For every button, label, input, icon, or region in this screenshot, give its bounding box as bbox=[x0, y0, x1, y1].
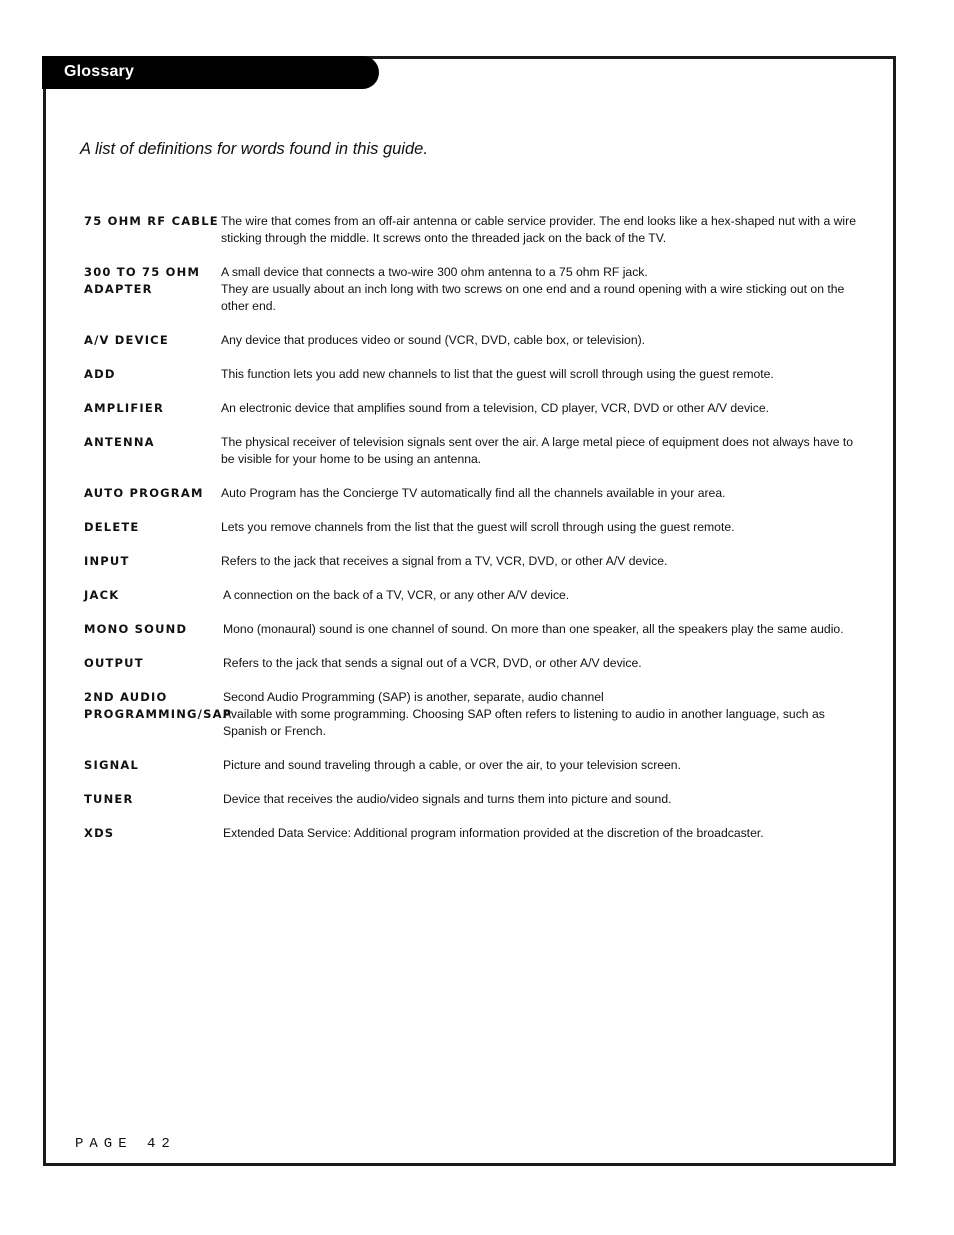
glossary-definition: The wire that comes from an off-air antenna or cable service provider. The end looks like a hex-shaped nut with a wire sticking through the middle. It screws onto the threaded jack on the back of the TV. bbox=[221, 214, 856, 245]
glossary-entry bbox=[84, 757, 859, 774]
intro-text: A list of definitions for words found in this guide. bbox=[80, 140, 428, 158]
glossary-definition: Auto Program has the Concierge TV automatically find all the channels available in your area. bbox=[221, 486, 726, 500]
glossary-entry bbox=[84, 519, 859, 536]
glossary-entry bbox=[84, 264, 859, 315]
glossary-definition: A small device that connects a two-wire 300 ohm antenna to a 75 ohm RF jack. They are usually about an inch long with two screws on one end and a round opening with a wire sticking out on the other end. bbox=[221, 265, 845, 313]
glossary-definition: This function lets you add new channels to list that the guest will scroll through using the guest remote. bbox=[221, 367, 774, 381]
glossary-entry bbox=[84, 553, 859, 570]
glossary-definition: Second Audio Programming (SAP) is another, separate, audio channel Available with some programming. Choosing SAP often refers to listening to audio in another language, such as Spanish or French. bbox=[223, 690, 825, 738]
glossary-entry bbox=[84, 485, 859, 502]
glossary-definition: Refers to the jack that receives a signal from a TV, VCR, DVD, or other A/V device. bbox=[221, 554, 668, 568]
glossary-definition: Extended Data Service: Additional program information provided at the discretion of the broadcaster. bbox=[223, 826, 764, 840]
glossary-term: INPUT bbox=[84, 554, 130, 568]
glossary-entry bbox=[84, 400, 859, 417]
glossary-definition: Lets you remove channels from the list that the guest will scroll through using the guest remote. bbox=[221, 520, 735, 534]
glossary-entry bbox=[84, 825, 859, 842]
glossary-definition: Refers to the jack that sends a signal out of a VCR, DVD, or other A/V device. bbox=[223, 656, 642, 670]
page-number: PAGE 42 bbox=[75, 1136, 176, 1152]
glossary-term: A/V DEVICE bbox=[84, 333, 169, 347]
glossary-entry bbox=[84, 791, 859, 808]
glossary-term: JACK bbox=[84, 588, 120, 602]
glossary-definition: Device that receives the audio/video signals and turns them into picture and sound. bbox=[223, 792, 672, 806]
glossary-term: DELETE bbox=[84, 520, 140, 534]
glossary-term: 2ND AUDIO PROGRAMMING/SAP bbox=[84, 690, 233, 721]
glossary-term: ANTENNA bbox=[84, 435, 155, 449]
glossary-term: 75 OHM RF CABLE bbox=[84, 214, 219, 228]
glossary-term: SIGNAL bbox=[84, 758, 140, 772]
glossary-entry bbox=[84, 587, 859, 604]
glossary-definition: Any device that produces video or sound (VCR, DVD, cable box, or television). bbox=[221, 333, 646, 347]
glossary-term: ADD bbox=[84, 367, 116, 381]
glossary-entry bbox=[84, 366, 859, 383]
glossary-definition: An electronic device that amplifies sound from a television, CD player, VCR, DVD or other A/V device. bbox=[221, 401, 770, 415]
glossary-entry bbox=[84, 434, 859, 468]
glossary-list bbox=[84, 213, 859, 859]
section-title: Glossary bbox=[64, 63, 135, 80]
glossary-entry bbox=[84, 621, 859, 638]
glossary-definition: The physical receiver of television signals sent over the air. A large metal piece of equipment does not always have to be visible for your home to be using an antenna. bbox=[221, 435, 854, 466]
glossary-definition: A connection on the back of a TV, VCR, or any other A/V device. bbox=[223, 588, 570, 602]
glossary-entry bbox=[84, 332, 859, 349]
glossary-term: OUTPUT bbox=[84, 656, 144, 670]
glossary-term: AMPLIFIER bbox=[84, 401, 165, 415]
glossary-entry bbox=[84, 655, 859, 672]
glossary-definition: Picture and sound traveling through a cable, or over the air, to your television screen. bbox=[223, 758, 681, 772]
glossary-definition: Mono (monaural) sound is one channel of sound. On more than one speaker, all the speakers play the same audio. bbox=[223, 622, 844, 636]
glossary-term: MONO SOUND bbox=[84, 622, 188, 636]
glossary-entry bbox=[84, 689, 859, 740]
glossary-term: XDS bbox=[84, 826, 115, 840]
glossary-term: TUNER bbox=[84, 792, 134, 806]
glossary-term: 300 TO 75 OHM ADAPTER bbox=[84, 265, 201, 296]
glossary-entry bbox=[84, 213, 859, 247]
glossary-term: AUTO PROGRAM bbox=[84, 486, 204, 500]
